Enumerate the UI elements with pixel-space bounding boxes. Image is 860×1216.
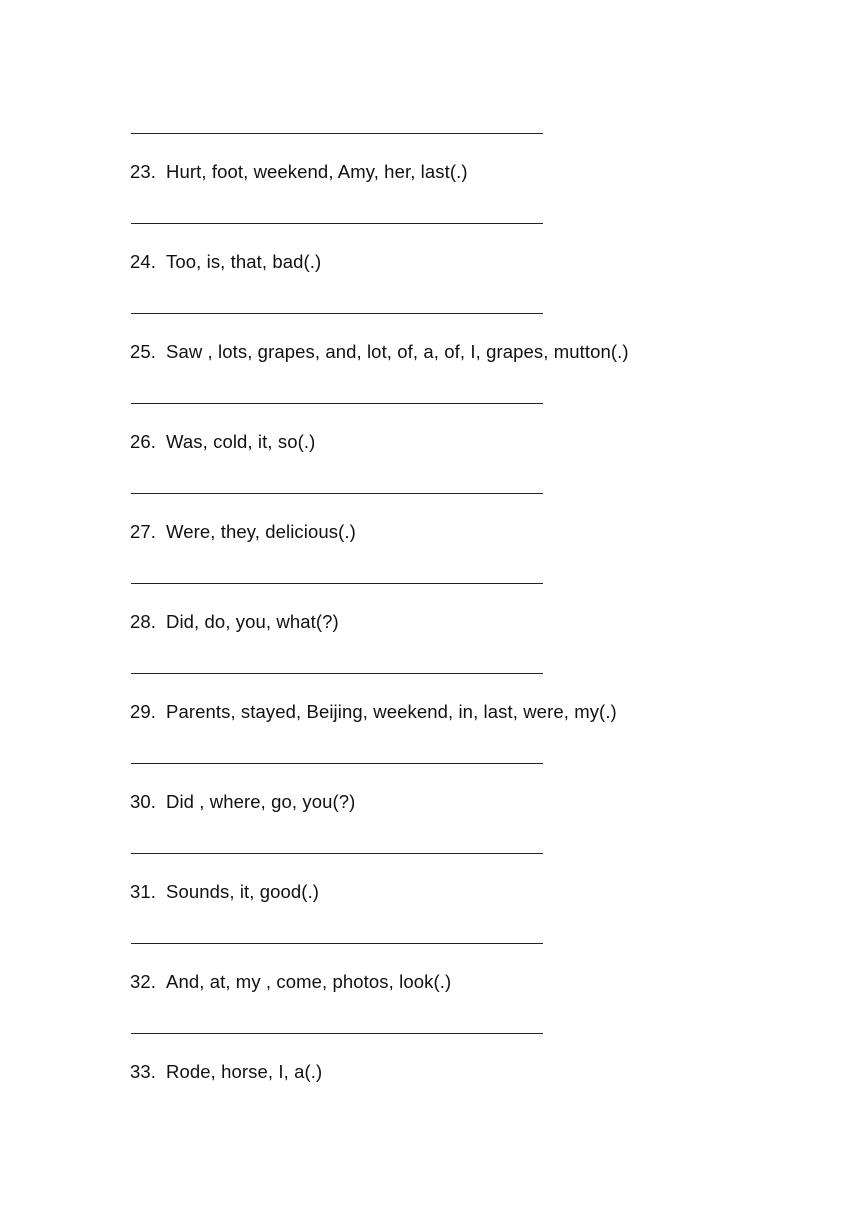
question-number: 23. [130,161,157,182]
question-text: Hurt, foot, weekend, Amy, her, last(.) [166,161,468,182]
question-text: Was, cold, it, so(.) [166,431,316,452]
question-29 [130,701,617,723]
question-number: 26. [130,431,157,452]
question-text: Rode, horse, I, a(.) [166,1061,323,1082]
answer-line-29 [131,763,543,764]
answer-line-30 [131,853,543,854]
question-27 [130,521,356,543]
question-number: 33. [130,1061,157,1082]
question-number: 31. [130,881,157,902]
question-33 [130,1061,322,1083]
question-26 [130,431,315,453]
question-number: 25. [130,341,157,362]
question-24 [130,251,321,273]
answer-line-26 [131,493,543,494]
question-32 [130,971,451,993]
answer-line-25 [131,403,543,404]
question-28 [130,611,339,633]
question-number: 30. [130,791,157,812]
answer-line-28 [131,673,543,674]
answer-line-24 [131,313,543,314]
question-text: Were, they, delicious(.) [166,521,356,542]
question-25 [130,341,629,363]
answer-line-27 [131,583,543,584]
question-text: Saw , lots, grapes, and, lot, of, a, of, I, grapes, mutton(.) [166,341,629,362]
question-text: Did , where, go, you(?) [166,791,356,812]
answer-line-32 [131,1033,543,1034]
question-number: 28. [130,611,157,632]
question-number: 24. [130,251,157,272]
question-text: And, at, my , come, photos, look(.) [166,971,452,992]
question-30 [130,791,355,813]
answer-line-31 [131,943,543,944]
question-31 [130,881,319,903]
answer-line-22 [131,133,543,134]
question-number: 32. [130,971,157,992]
question-text: Too, is, that, bad(.) [166,251,322,272]
question-text: Did, do, you, what(?) [166,611,339,632]
question-number: 27. [130,521,157,542]
question-text: Parents, stayed, Beijing, weekend, in, last, were, my(.) [166,701,617,722]
question-23 [130,161,468,183]
question-number: 29. [130,701,157,722]
answer-line-23 [131,223,543,224]
question-text: Sounds, it, good(.) [166,881,320,902]
